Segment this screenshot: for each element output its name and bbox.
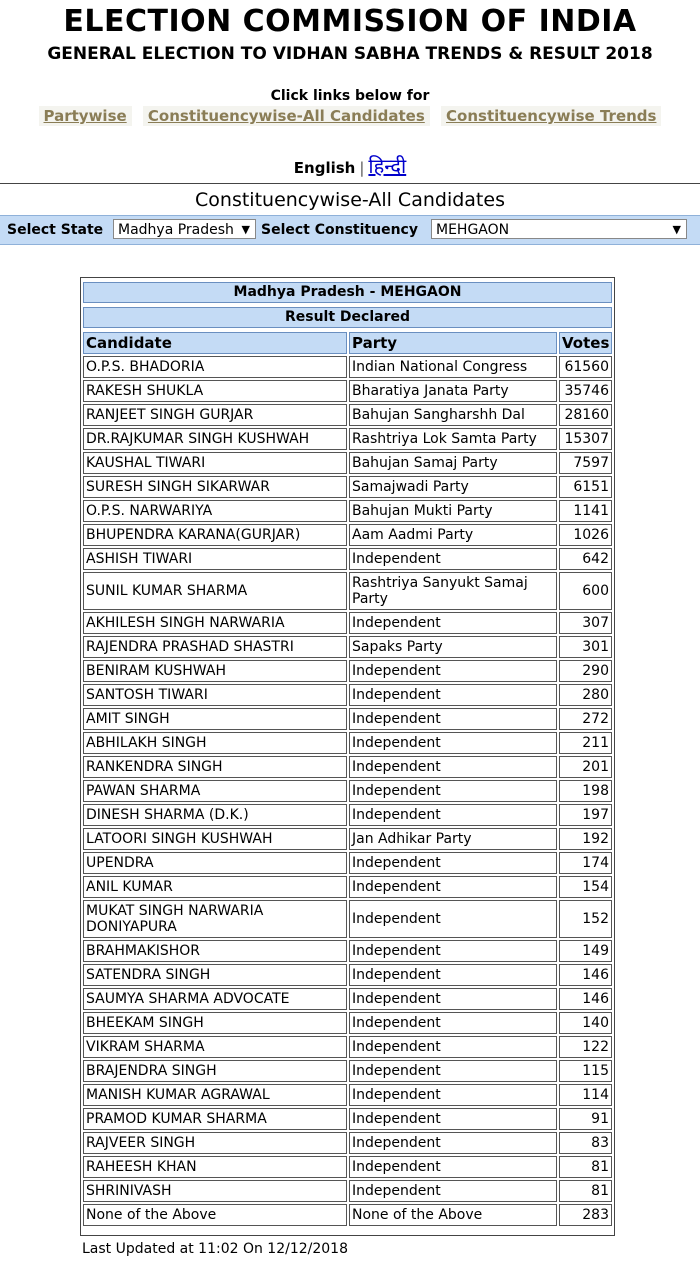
votes-cell: 140	[559, 1012, 612, 1034]
party-cell: Independent	[349, 964, 557, 986]
votes-cell: 83	[559, 1132, 612, 1154]
party-cell: Independent	[349, 1132, 557, 1154]
candidate-cell: SHRINIVASH	[83, 1180, 347, 1202]
candidate-cell: SURESH SINGH SIKARWAR	[83, 476, 347, 498]
candidate-cell: RAKESH SHUKLA	[83, 380, 347, 402]
candidate-cell: ANIL KUMAR	[83, 876, 347, 898]
nav-links	[0, 106, 700, 126]
party-cell: Independent	[349, 1060, 557, 1082]
candidate-cell: SAUMYA SHARMA ADVOCATE	[83, 988, 347, 1010]
candidate-cell: SUNIL KUMAR SHARMA	[83, 572, 347, 610]
hindi-link[interactable]: हिन्दी	[368, 154, 407, 178]
table-row	[83, 476, 612, 498]
page-subtitle: GENERAL ELECTION TO VIDHAN SABHA TRENDS & RESULT 2018	[47, 44, 653, 64]
candidate-cell: BENIRAM KUSHWAH	[83, 660, 347, 682]
party-cell: Independent	[349, 1180, 557, 1202]
votes-cell: 6151	[559, 476, 612, 498]
candidate-cell: BHEEKAM SINGH	[83, 1012, 347, 1034]
results-table	[80, 277, 615, 1236]
table-row	[83, 708, 612, 730]
table-row	[83, 1012, 612, 1034]
candidate-cell: BHUPENDRA KARANA(GURJAR)	[83, 524, 347, 546]
party-cell: Bahujan Mukti Party	[349, 500, 557, 522]
table-row	[83, 660, 612, 682]
candidate-cell: ABHILAKH SINGH	[83, 732, 347, 754]
party-cell: Aam Aadmi Party	[349, 524, 557, 546]
candidate-cell: AMIT SINGH	[83, 708, 347, 730]
table-row	[83, 1204, 612, 1226]
table-row	[83, 804, 612, 826]
party-cell: Independent	[349, 780, 557, 802]
candidate-cell: BRAHMAKISHOR	[83, 940, 347, 962]
votes-cell: 290	[559, 660, 612, 682]
state-select-value: Madhya Pradesh	[118, 222, 234, 238]
party-cell: Independent	[349, 732, 557, 754]
constituencywise-trends-link[interactable]: Constituencywise Trends	[441, 106, 661, 126]
votes-cell: 115	[559, 1060, 612, 1082]
candidate-cell: RANJEET SINGH GURJAR	[83, 404, 347, 426]
last-updated: Last Updated at 11:02 On 12/12/2018	[82, 1241, 348, 1257]
table-row	[83, 1132, 612, 1154]
table-header-row	[83, 332, 612, 354]
table-row	[83, 452, 612, 474]
votes-cell: 272	[559, 708, 612, 730]
votes-column-header: Votes	[559, 332, 612, 354]
candidate-column-header: Candidate	[83, 332, 347, 354]
party-cell: Independent	[349, 612, 557, 634]
candidate-cell: RAJVEER SINGH	[83, 1132, 347, 1154]
party-cell: Jan Adhikar Party	[349, 828, 557, 850]
party-cell: Independent	[349, 900, 557, 938]
table-row	[83, 852, 612, 874]
votes-cell: 122	[559, 1036, 612, 1058]
party-cell: Independent	[349, 1012, 557, 1034]
table-row	[83, 612, 612, 634]
candidate-cell: RAHEESH KHAN	[83, 1156, 347, 1178]
votes-cell: 35746	[559, 380, 612, 402]
party-cell: Independent	[349, 1156, 557, 1178]
constituency-select[interactable]	[431, 219, 687, 239]
candidate-cell: KAUSHAL TIWARI	[83, 452, 347, 474]
votes-cell: 192	[559, 828, 612, 850]
partywise-link[interactable]: Partywise	[39, 106, 132, 126]
votes-cell: 1141	[559, 500, 612, 522]
dropdown-arrow-icon: ▼	[672, 223, 681, 236]
table-row	[83, 828, 612, 850]
table-heading: Madhya Pradesh - MEHGAON	[83, 282, 612, 303]
party-cell: Bharatiya Janata Party	[349, 380, 557, 402]
votes-cell: 114	[559, 1084, 612, 1106]
party-cell: Independent	[349, 852, 557, 874]
candidate-cell: O.P.S. NARWARIYA	[83, 500, 347, 522]
votes-cell: 81	[559, 1156, 612, 1178]
table-row	[83, 524, 612, 546]
votes-cell: 152	[559, 900, 612, 938]
candidate-cell: LATOORI SINGH KUSHWAH	[83, 828, 347, 850]
party-cell: Independent	[349, 660, 557, 682]
party-column-header: Party	[349, 332, 557, 354]
party-cell: Independent	[349, 548, 557, 570]
language-switcher	[0, 152, 700, 179]
votes-cell: 91	[559, 1108, 612, 1130]
constituency-select-value: MEHGAON	[436, 222, 510, 238]
party-cell: Bahujan Sangharshh Dal	[349, 404, 557, 426]
candidate-cell: RAJENDRA PRASHAD SHASTRI	[83, 636, 347, 658]
divider	[0, 183, 700, 184]
table-row	[83, 548, 612, 570]
links-caption: Click links below for	[270, 88, 430, 104]
dropdown-arrow-icon: ▼	[241, 223, 250, 236]
party-cell: Independent	[349, 1036, 557, 1058]
candidate-cell: VIKRAM SHARMA	[83, 1036, 347, 1058]
table-row	[83, 900, 612, 938]
candidate-cell: AKHILESH SINGH NARWARIA	[83, 612, 347, 634]
constituency-label: Select Constituency	[261, 222, 418, 238]
candidate-cell: BRAJENDRA SINGH	[83, 1060, 347, 1082]
table-row	[83, 404, 612, 426]
votes-cell: 7597	[559, 452, 612, 474]
party-cell: Independent	[349, 756, 557, 778]
table-row	[83, 988, 612, 1010]
votes-cell: 283	[559, 1204, 612, 1226]
candidate-cell: PAWAN SHARMA	[83, 780, 347, 802]
party-cell: Independent	[349, 804, 557, 826]
votes-cell: 280	[559, 684, 612, 706]
candidate-cell: DINESH SHARMA (D.K.)	[83, 804, 347, 826]
table-row	[83, 572, 612, 610]
candidate-cell: DR.RAJKUMAR SINGH KUSHWAH	[83, 428, 347, 450]
party-cell: Bahujan Samaj Party	[349, 452, 557, 474]
votes-cell: 149	[559, 940, 612, 962]
votes-cell: 174	[559, 852, 612, 874]
votes-cell: 197	[559, 804, 612, 826]
party-cell: Independent	[349, 940, 557, 962]
table-row	[83, 876, 612, 898]
candidate-cell: ASHISH TIWARI	[83, 548, 347, 570]
party-cell: Indian National Congress	[349, 356, 557, 378]
votes-cell: 201	[559, 756, 612, 778]
votes-cell: 146	[559, 988, 612, 1010]
english-label: English	[293, 159, 356, 177]
votes-cell: 198	[559, 780, 612, 802]
table-row	[83, 1156, 612, 1178]
state-label: Select State	[7, 222, 104, 238]
table-row	[83, 1036, 612, 1058]
candidate-cell: MANISH KUMAR AGRAWAL	[83, 1084, 347, 1106]
party-cell: Independent	[349, 876, 557, 898]
state-select[interactable]	[113, 219, 256, 239]
votes-cell: 642	[559, 548, 612, 570]
votes-cell: 301	[559, 636, 612, 658]
table-row	[83, 428, 612, 450]
table-row	[83, 1084, 612, 1106]
table-row	[83, 684, 612, 706]
party-cell: Independent	[349, 1108, 557, 1130]
candidate-cell: PRAMOD KUMAR SHARMA	[83, 1108, 347, 1130]
candidate-cell: UPENDRA	[83, 852, 347, 874]
table-row	[83, 1108, 612, 1130]
table-row	[83, 964, 612, 986]
party-cell: Independent	[349, 988, 557, 1010]
table-row	[83, 636, 612, 658]
page-title: ELECTION COMMISSION OF INDIA	[63, 4, 637, 39]
votes-cell: 307	[559, 612, 612, 634]
votes-cell: 28160	[559, 404, 612, 426]
candidate-cell: RANKENDRA SINGH	[83, 756, 347, 778]
table-row	[83, 1060, 612, 1082]
table-row	[83, 732, 612, 754]
result-status: Result Declared	[83, 307, 612, 328]
candidate-cell: O.P.S. BHADORIA	[83, 356, 347, 378]
party-cell: Samajwadi Party	[349, 476, 557, 498]
votes-cell: 146	[559, 964, 612, 986]
party-cell: Independent	[349, 708, 557, 730]
votes-cell: 211	[559, 732, 612, 754]
votes-cell: 15307	[559, 428, 612, 450]
table-row	[83, 940, 612, 962]
party-cell: Independent	[349, 1084, 557, 1106]
votes-cell: 154	[559, 876, 612, 898]
table-row	[83, 780, 612, 802]
party-cell: Sapaks Party	[349, 636, 557, 658]
language-separator: |	[359, 159, 365, 177]
party-cell: Rashtriya Lok Samta Party	[349, 428, 557, 450]
votes-cell: 1026	[559, 524, 612, 546]
party-cell: None of the Above	[349, 1204, 557, 1226]
votes-cell: 600	[559, 572, 612, 610]
candidate-cell: SANTOSH TIWARI	[83, 684, 347, 706]
selector-bar	[0, 215, 700, 245]
candidate-cell: SATENDRA SINGH	[83, 964, 347, 986]
party-cell: Independent	[349, 684, 557, 706]
constituencywise-all-candidates-link[interactable]: Constituencywise-All Candidates	[143, 106, 430, 126]
candidate-cell: None of the Above	[83, 1204, 347, 1226]
table-row	[83, 756, 612, 778]
votes-cell: 61560	[559, 356, 612, 378]
candidate-cell: MUKAT SINGH NARWARIA DONIYAPURA	[83, 900, 347, 938]
table-row	[83, 1180, 612, 1202]
table-row	[83, 500, 612, 522]
table-row	[83, 356, 612, 378]
party-cell: Rashtriya Sanyukt Samaj Party	[349, 572, 557, 610]
section-title: Constituencywise-All Candidates	[195, 189, 505, 211]
votes-cell: 81	[559, 1180, 612, 1202]
table-row	[83, 380, 612, 402]
